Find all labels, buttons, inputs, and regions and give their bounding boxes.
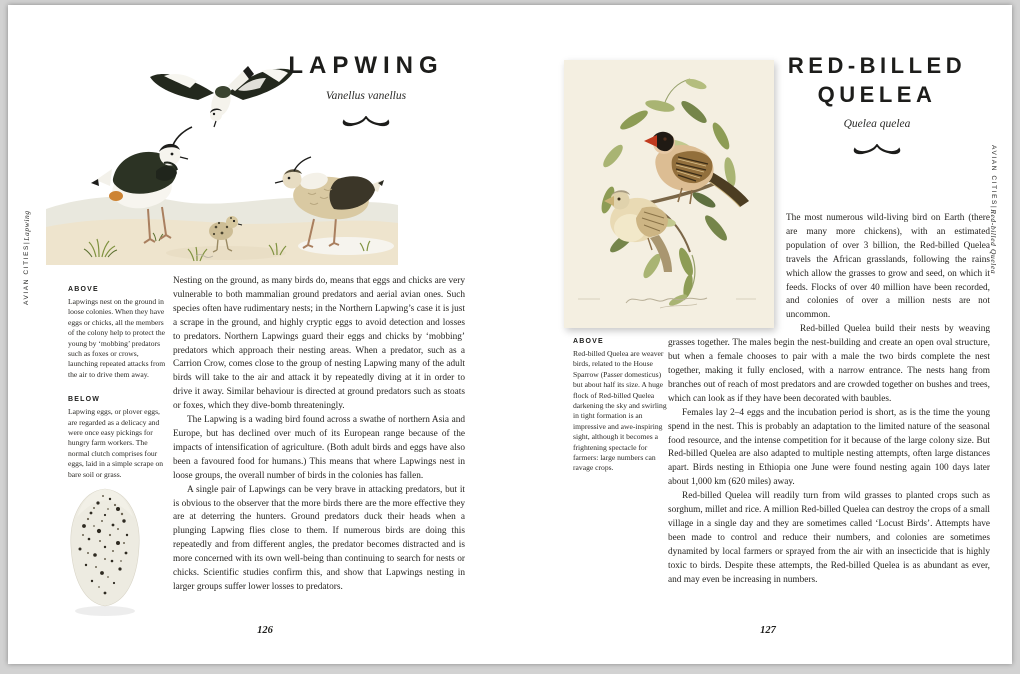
flying-lapwing	[150, 66, 294, 127]
spine-chapter: Lapwing	[22, 210, 31, 241]
left-body-text	[173, 275, 465, 595]
page-number-right: 127	[760, 625, 776, 636]
right-body-text	[668, 212, 990, 587]
paragraph: Nesting on the ground, as many birds do, means that eggs and chicks are very vulnerable to both mammalian ground predators and aerial avian ones. Such species often have rudimentary nests; in the Northern Lapwing’s case it is just a scrape in the ground, and highly cryptic eggs to avoid detection and losses to predators. Northern Lapwings guard their eggs and chicks by ‘mobbing’ predators which approach their nesting areas. When a predator, such as a Carrion Crow, comes close to the group of nesting Lapwing many of the adult birds will take to the air and attack it by repeatedly diving at it in order to drive it away. Similar behaviour is directed at ground predators such as stoats or foxes, which they dive-bomb threateningly.	[173, 276, 465, 412]
spine-divider: |	[23, 240, 30, 245]
scientific-name: Quelea quelea	[843, 118, 911, 130]
right-title-block	[776, 51, 978, 163]
lapwing-egg-illustration	[58, 481, 152, 621]
paragraph: Red-billed Quelea build their nests by weaving grasses together. The males begin the nest-building and create an open oval structure, but when a female chooses to pair with a male the two birds complete the nest together, making it fully enclosed, with a narrow entrance. The nests hang from branches out of reach of most predators and are crowded together on bushes and trees, which can look as if they have been decorated with baubles.	[668, 324, 990, 404]
spine-series: AVIAN CITIES	[23, 244, 30, 305]
caption-below-label: BELOW	[68, 396, 101, 404]
caption-above-text: Lapwings nest on the ground in loose colonies. When they have eggs or chicks, all the members of the colony help to protect the young by ‘mobbing’ predators such as foxes or crows, launching repeated attacks from the air to drive them away.	[68, 297, 166, 379]
spine-text-right	[989, 145, 998, 335]
moustache-ornament-icon	[340, 114, 392, 130]
caption-below-text: Lapwing eggs, or plover eggs, are regarded as a delicacy and were once easy pickings for hungry farm workers. The normal clutch comprises four eggs, laid in a simple scrape on bare soil or grass.	[68, 407, 164, 479]
spine-divider: |	[990, 205, 997, 210]
caption-above-label: ABOVE	[68, 286, 99, 293]
paragraph: A single pair of Lapwings can be very brave in attacking predators, but it is obvious to the observer that the more birds there are the more effective they are at deterring the hunters. Ground predators duck their heads when a plunging Lapwing flies close to them. If numerous birds are doing this repeatedly and from different angles, the predator becomes distracted and is more concerned with its own well-being than continuing to search for nests or chicks. Scientific studies confirm this, and show that Lapwings nesting in larger groups suffer lower losses to predators.	[173, 484, 465, 592]
scientific-name: Vanellus vanellus	[325, 90, 407, 102]
paragraph: The Lapwing is a wading bird found across a swathe of northern Asia and Europe, but has declined over much of its European range because of the impacts of intensification of agriculture. (Both adult birds and eggs have also been a favoured food for humans.) This means that where Lapwings nest in loose groups, the overall number of birds in the colonies has fallen.	[173, 415, 465, 481]
right-caption-column	[573, 338, 670, 474]
left-title-block	[285, 51, 447, 135]
page-title-line1: RED-BILLED	[787, 53, 967, 78]
caption-above-label: ABOVE	[573, 338, 604, 345]
spine-text-left	[22, 135, 31, 305]
paragraph: The most numerous wild-living bird on Earth (there are many more chickens), with an estimated population of over 3 billion, the Red-billed Quelea travels the African grasslands, following the rains which allow the grasses to grow and seed, on which it feeds. Flocks of over 40 million have been recorded, and colonies of over a million nests are not uncommon.	[786, 213, 990, 321]
page-title-line2: QUELEA	[817, 82, 937, 107]
page-number-left: 126	[257, 625, 273, 636]
moustache-ornament-icon	[851, 142, 903, 158]
plate-wrap-spacer	[668, 212, 786, 332]
paragraph: Females lay 2–4 eggs and the incubation period is short, as is the time the young spend in the nest. This is probably an adaptation to the limited nature of the seasonal food resource, and the intense competition for it because of the large colony size. But Red-billed Quelea are also adapted to multiple nesting attempts, often large distances apart. Birds nesting in Ethiopia one June were found nesting again 100 days later about 1,000 km (620 miles) away.	[668, 407, 990, 488]
spine-chapter: Red-billed Quelea	[989, 209, 998, 275]
caption-above-text: Red-billed Quelea are weaver birds, related to the House Sparrow (Passer domesticus) but about half its size. A huge flock of Red-billed Quelea darkening the sky and swirling in tight formation is an impressive and awe-inspiring sight, although it becomes a frightening spectacle for farmers: large numbers can ravage crops.	[573, 349, 667, 473]
book-spread	[8, 5, 1012, 664]
page-title: LAPWING	[288, 52, 444, 79]
paragraph: Red-billed Quelea will readily turn from wild grasses to planted crops such as sorghum, millet and rice. A million Red-billed Quelea can destroy the crops of a small village in a single day and they are sometimes called ‘Locust Birds’. Attempts have been made to control and reduce their numbers, and colonies are sometimes dynamited by local farmers or sprayed from the air with an insecticide that is highly toxic to birds. Despite these attempts, the Red-billed Quelea is as abundant as ever, and may even be increasing in numbers.	[668, 491, 990, 585]
spine-series: AVIAN CITIES	[990, 145, 997, 206]
left-caption-column	[68, 286, 166, 480]
